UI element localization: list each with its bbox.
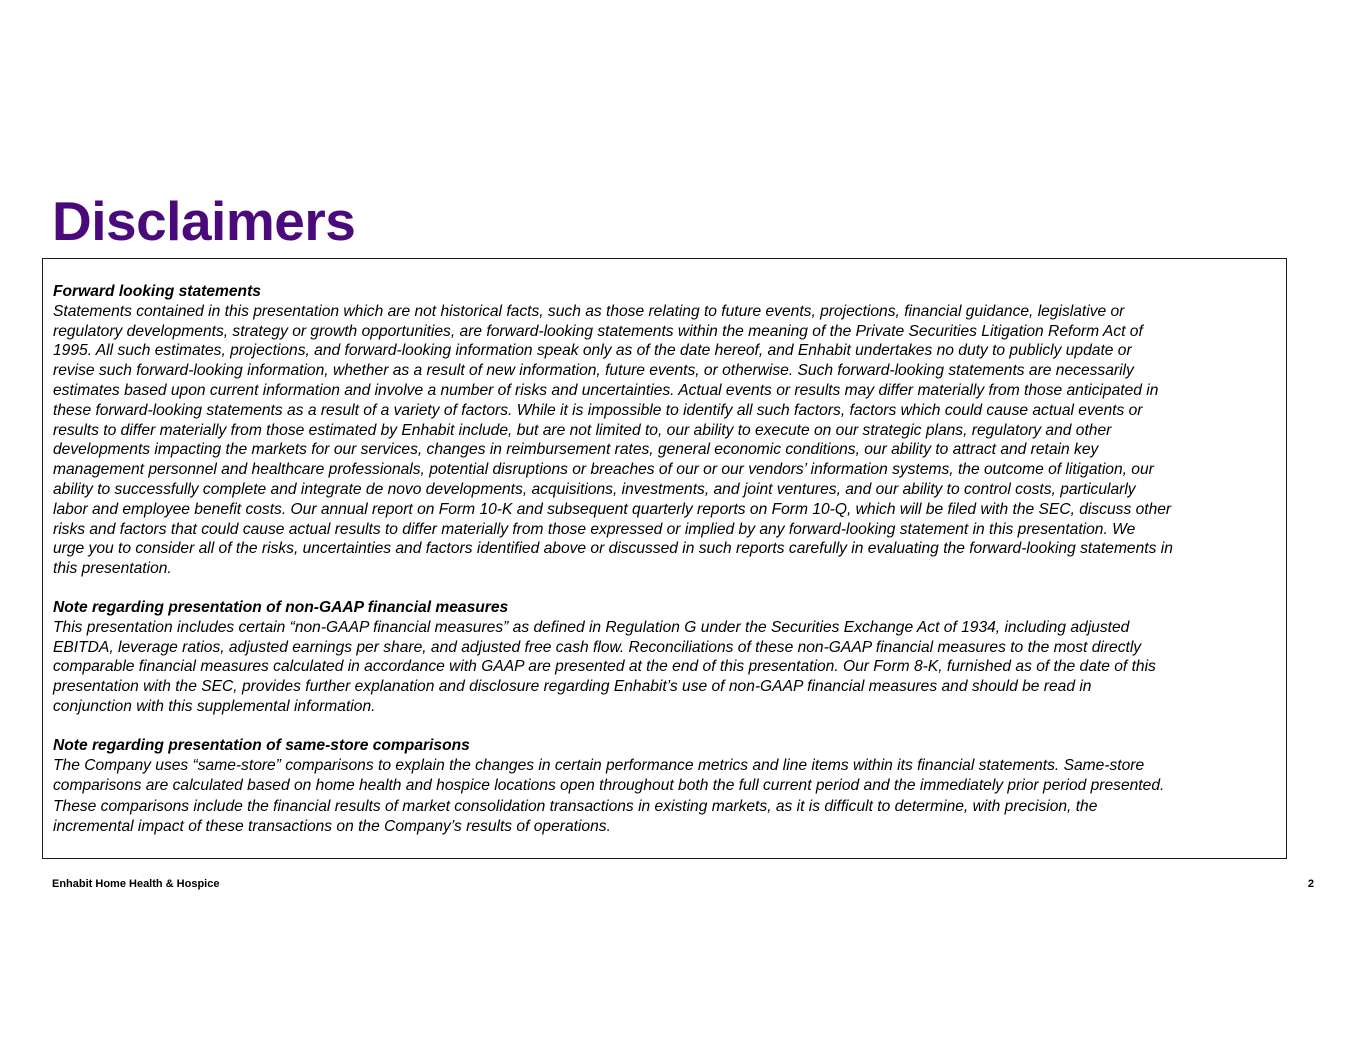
section-body xyxy=(53,618,1281,717)
text-line: these forward-looking statements as a result of a variety of factors. While it is impossible to identify all such factors, factors which could cause actual events or xyxy=(53,401,1143,419)
disclaimer-box xyxy=(42,258,1287,859)
section-heading: Forward looking statements xyxy=(53,283,261,300)
disclaimer-content xyxy=(53,282,1281,838)
same-store-section xyxy=(53,736,1281,838)
text-line: comparisons are calculated based on home health and hospice locations open throughout both the full current period and the immediately prior period presented. xyxy=(53,777,1165,795)
text-line: This presentation includes certain “non-GAAP financial measures” as defined in Regulation G under the Securities Exchange Act of 1934, including adjusted xyxy=(53,618,1130,636)
page-title: Disclaimers xyxy=(52,190,356,252)
text-line: conjunction with this supplemental information. xyxy=(53,697,376,715)
footer-company-name: Enhabit Home Health & Hospice xyxy=(52,878,220,890)
forward-looking-section xyxy=(53,282,1281,579)
text-line: EBITDA, leverage ratios, adjusted earnings per share, and adjusted free cash flow. Reconciliations of these non-GAAP financial measures to the most directly xyxy=(53,638,1142,656)
text-line: this presentation. xyxy=(53,560,172,578)
text-line: These comparisons include the financial results of market consolidation transactions in existing markets, as it is difficult to determine, with precision, the xyxy=(53,797,1098,815)
footer-page-number: 2 xyxy=(1307,878,1314,890)
section-heading: Note regarding presentation of same-store comparisons xyxy=(53,736,470,754)
non-gaap-section xyxy=(53,598,1281,717)
text-line: 1995. All such estimates, projections, and forward-looking information speak only as of the date hereof, and Enhabit undertakes no duty to publicly update or xyxy=(53,342,1132,360)
section-body xyxy=(53,756,1281,838)
text-line: The Company uses “same-store” comparisons to explain the changes in certain performance metrics and line items within its financial statements. Same-store xyxy=(53,756,1145,774)
text-line: revise such forward-looking information, whether as a result of new information, future events, or otherwise. Such forward-looking statements are necessarily xyxy=(53,362,1134,380)
section-body xyxy=(53,302,1281,579)
text-line: management personnel and healthcare professionals, potential disruptions or breaches of our or our vendors’ information systems, the outcome of litigation, our xyxy=(53,461,1154,479)
text-line: results to differ materially from those estimated by Enhabit include, but are not limited to, our ability to execute on our strategic plans, regulatory and other xyxy=(53,421,1112,439)
text-line: ability to successfully complete and integrate de novo developments, acquisitions, investments, and joint ventures, and our ability to control costs, particularly xyxy=(53,480,1136,498)
text-line: comparable financial measures calculated in accordance with GAAP are presented at the end of this presentation. Our Form 8-K, furnished as of the date of this xyxy=(53,658,1156,676)
text-line: risks and factors that could cause actual results to differ materially from those expressed or implied by any forward-looking statement in this presentation. We xyxy=(53,520,1136,538)
text-line: labor and employee benefit costs. Our annual report on Form 10-K and subsequent quarterly reports on Form 10-Q, which will be filed with the SEC, discuss other xyxy=(53,500,1172,518)
section-heading: Note regarding presentation of non-GAAP financial measures xyxy=(53,598,509,616)
text-line: incremental impact of these transactions on the Company’s results of operations. xyxy=(53,818,611,836)
text-line: estimates based upon current information and involve a number of risks and uncertainties. Actual events or results may differ materially from those anticipated in xyxy=(53,381,1159,399)
text-line: regulatory developments, strategy or growth opportunities, are forward-looking statements within the meaning of the Private Securities Litigation Reform Act of xyxy=(53,322,1143,340)
text-line: urge you to consider all of the risks, uncertainties and factors identified above or discussed in such reports carefully in evaluating the forward-looking statements in xyxy=(53,540,1173,558)
text-line: Statements contained in this presentation which are not historical facts, such as those relating to future events, projections, financial guidance, legislative or xyxy=(53,302,1125,320)
text-line: presentation with the SEC, provides further explanation and disclosure regarding Enhabit’s use of non-GAAP financial measures and should be read in xyxy=(53,678,1092,696)
text-line: developments impacting the markets for our services, changes in reimbursement rates, general economic conditions, our ability to attract and retain key xyxy=(53,441,1099,459)
